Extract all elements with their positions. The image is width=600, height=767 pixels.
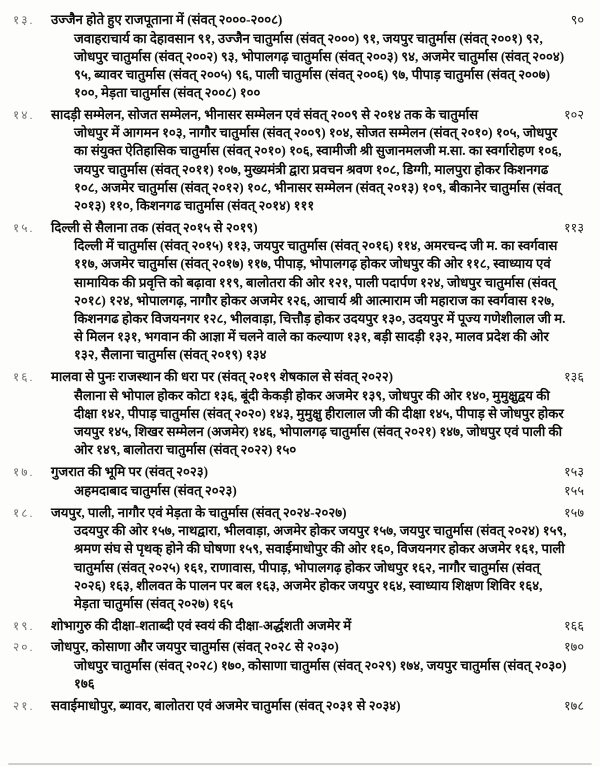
entry-title: जोधपुर, कोसाणा और जयपुर चातुर्मास (संवत् २०२८ से २०३०): [51, 639, 339, 655]
entry-page-number: १३६: [564, 370, 584, 384]
entry-number: १४.: [13, 107, 35, 122]
entry-number: २०.: [13, 640, 35, 655]
entry-page-number: ११३: [564, 220, 584, 235]
entry-number: १६.: [13, 370, 35, 384]
entry-page-number: १७०: [564, 640, 584, 655]
entry-page-number: ९०: [570, 13, 584, 27]
entry-title: दिल्ली से सैलाना तक (संवत् २०१५ से २०१९): [51, 219, 258, 235]
toc-entry-heading: [0, 105, 600, 124]
toc-entry-heading: [0, 503, 600, 522]
toc-entry-heading: [0, 616, 600, 635]
sub-entry-page-number: १५५: [564, 484, 584, 499]
entry-page-number: १६६: [564, 618, 584, 633]
entry-detail: जोधपुर चातुर्मास (संवत् २०२८) १७०, कोसाणा चातुर्मास (संवत् २०२९) १७४, जयपुर चातुर्मास (संवत् २०३०) १७६: [74, 657, 567, 691]
entry-detail: उदयपुर की ओर १५७, नाथद्वारा, भीलवाड़ा, अजमेर होकर जयपुर १५७, जयपुर चातुर्मास (संवत् २०२४) १५९, श्रमण संघ से पृथक् होने की घोषणा १५९, सवाईमाधोपुर की ओर १६०, विजयनगर होकर अजमेर १६१, पाली चातुर्मास (संवत् २०२५) १६१, राणावास, पीपाड़, भोपालगढ़ होकर जोधपुर १६२, नागौर चातुर्मास (संवत् २०२६) १६३, शीलवत के पालन पर बल १६३, अजमेर होकर जयपुर १६४, स्वाध्याय शिक्षण शिविर १६४, मेड़ता चातुर्मास (संवत् २०२७) १६५: [74, 523, 567, 611]
entry-title: उज्जैन होते हुए राजपूताना में (संवत् २०००-२००८): [51, 12, 283, 27]
entry-title: गुजरात की भूमि पर (संवत् २०२३): [51, 463, 208, 479]
toc-entry-heading: [0, 367, 600, 386]
entry-number: १३.: [13, 13, 35, 27]
entry-title: मालवा से पुनः राजस्थान की धरा पर (संवत् २०१९ शेषकाल से संवत् २०२२): [51, 369, 394, 384]
entry-number: १८.: [13, 505, 35, 520]
entry-title: जयपुर, पाली, नागौर एवं मेड़ता के चातुर्मास (संवत् २०२४-२०२७): [51, 504, 347, 520]
entry-detail: सैलाना से भोपाल होकर कोटा १३६, बूंदी केकड़ी होकर अजमेर १३९, जोधपुर की ओर १४०, मुमुक्षुद्वय की दीक्षा १४२, पीपाड़ चातुर्मास (संवत् २०२०) १४३, मुमुक्षु हीरालाल जी की दीक्षा १४५, पीपाड़ से जोधपुर होकर जयपुर १४५, शिखर सम्मेलन (अजमेर) १४६, भोपालगढ़ चातुर्मास (संवत् २०२१) १४७, जोधपुर एवं पाली की ओर १४९, बालोतरा चातुर्मास (संवत् २०२२) १५०: [74, 387, 564, 457]
entry-number: २१.: [13, 699, 35, 714]
entry-detail: जोधपुर में आगमन १०३, नागौर चातुर्मास (संवत् २००९) १०४, सोजत सम्मेलन (संवत् २०१०) १०५, जोधपुर का संयुक्त ऐतिहासिक चातुर्मास (संवत् २०१०) १०६, स्वामीजी श्री सुजानमलजी म.सा. का स्वर्गारोहण १०६, जयपुर चातुर्मास (संवत् २०११) १०७, मुख्यमंत्री द्वारा प्रवचन श्रवण १०८, डिग्गी, मालपुरा होकर किशनगढ १०८, अजमेर चातुर्मास (संवत् २०१२) १०८, भीनासर सम्मेलन (संवत् २०१३) १०९, बीकानेर चातुर्मास (संवत् २०१३) ११०, किशनगढ चातुर्मास (संवत् २०१४) १११: [74, 125, 562, 213]
sub-entry-title: अहमदाबाद चातुर्मास (संवत् २०२३): [74, 483, 237, 499]
entry-number: १५.: [13, 220, 35, 235]
toc-sub-entry: [0, 481, 600, 500]
page-bottom-scan-shadow: [8, 763, 592, 765]
entry-page-number: १५३: [564, 464, 584, 479]
entry-number: १९.: [13, 618, 35, 633]
entry-detail: दिल्ली में चातुर्मास (संवत् २०१५) ११३, जयपुर चातुर्मास (संवत् २०१६) ११४, अमरचन्द जी म. का स्वर्गवास ११७, अजमेर चातुर्मास (संवत् २०१७) ११७, पीपाड़, भोपालगढ़ होकर जोधपुर की ओर ११८, स्वाध्याय एवं सामायिक की प्रवृत्ति को बढ़ावा ११९, बालोतरा की ओर १२१, पाली पदार्पण १२४, जोधपुर चातुर्मास (संवत् २०१८) १२४, भोपालगढ़, नागौर होकर अजमेर १२६, आचार्य श्री आत्माराम जी महाराज का स्वर्गवास १२७, किशनगढ होकर विजयनगर १२८, भीलवाड़ा, चित्तौड़ होकर उदयपुर १३०, उदयपुर में पूज्य गणेशीलाल जी म. से मिलन १३१, भगवान की आज्ञा में चलने वाले का कल्याण १३१, बड़ी सादड़ी १३२, मालव प्रदेश की ओर १३२, सैलाना चातुर्मास (संवत् २०१९) १३४: [74, 238, 566, 362]
toc-entry-heading: [0, 218, 600, 237]
entry-page-number: १५७: [564, 505, 584, 520]
entry-page-number: १७८: [564, 699, 584, 714]
toc-entry-heading: [0, 637, 600, 656]
entry-title: सवाईमाधोपुर, ब्यावर, बालोतरा एवं अजमेर चातुर्मास (संवत् २०३१ से २०३४): [51, 698, 401, 714]
toc-entry-heading: [0, 10, 600, 29]
entry-detail: जवाहराचार्य का देहावसान ९१, उज्जैन चातुर्मास (संवत् २०००) ९१, जयपुर चातुर्मास (संवत् २००१) ९२, जोधपुर चातुर्मास (संवत् २००२) ९३, भोपालगढ़ चातुर्मास (संवत् २००३) ९४, अजमेर चातुर्मास (संवत् २००४) ९५, ब्यावर चातुर्मास (संवत् २००५) ९६, पाली चातुर्मास (संवत् २००६) ९७, पीपाड़ चातुर्मास (संवत् २००७) १००, मेड़ता चातुर्मास (संवत् २००८) १००: [74, 30, 565, 100]
entry-title: सादड़ी सम्मेलन, सोजत सम्मेलन, भीनासर सम्मेलन एवं संवत् २००९ से २०१४ तक के चातुर्मास: [51, 106, 479, 122]
toc-entry-heading: [0, 462, 600, 481]
entry-title: शोभागुरु की दीक्षा-शताब्दी एवं स्वयं की दीक्षा-अर्द्धशती अजमेर में: [51, 617, 352, 633]
entry-number: १७.: [13, 464, 35, 479]
entry-page-number: १०२: [564, 107, 584, 122]
toc-entry-heading: [0, 696, 600, 715]
